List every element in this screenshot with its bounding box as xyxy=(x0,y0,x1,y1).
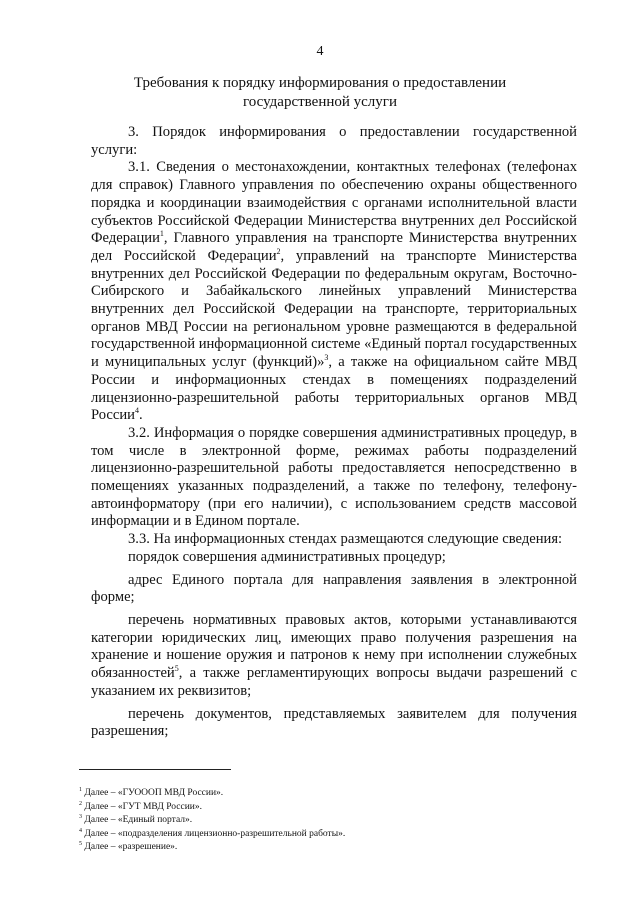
paragraph-3-2: 3.2. Информация о порядке совершения административных процедур, в том числе в электронной форме, режимах работы подразделений лицензионно-разрешительной работы предоставляется непосредственно в помещениях указанных подразделений, а также по телефону, телефону-автоинформатору (при его наличии), с использованием средств массовой информации и в Едином портале. xyxy=(91,424,577,530)
footnote-2: $^2$ Далее – «ГУТ МВД России». xyxy=(79,800,203,812)
footnote-ref-5: 5 xyxy=(174,664,179,674)
document-body xyxy=(91,124,577,741)
list-item-procedures: порядок совершения административных процедур; xyxy=(128,548,446,565)
paragraph-3-3: 3.3. На информационных стендах размещаются следующие сведения: xyxy=(128,531,563,548)
list-item-legal-acts: перечень нормативных правовых актов, которыми устанавливаются категории юридических лиц, имеющих право получения разрешения на хранение и ношение оружия и патронов к нему при исполнении служебных обязанностей$^5$, а также регламентирующих вопросы выдачи разрешений с указанием их реквизитов; xyxy=(91,611,577,699)
list-item-documents: перечень документов, представляемых заявителем для получения разрешения; xyxy=(91,705,577,740)
footnote-ref-2: 2 xyxy=(276,247,281,257)
list-item-portal-address: адрес Единого портала для направления заявления в электронной форме; xyxy=(91,571,577,606)
section-heading: 3. Порядок информирования о предоставлении государственной услуги: xyxy=(91,124,577,158)
footnote-4: $^4$ Далее – «подразделения лицензионно-разрешительной работы». xyxy=(79,827,346,839)
footnotes xyxy=(79,787,479,855)
footnote-3: $^3$ Далее – «Единый портал». xyxy=(79,814,193,826)
paragraph-3-1: 3.1. Сведения о местонахождении, контактных телефонах (телефонах для справок) Главного управления по обеспечению охраны общественного порядка и координации взаимодействия с органами исполнительной власти субъектов Российской Федерации Министерства внутренних дел Российской Федерации$^1$, Главного управления на транспорте Министерства внутренних дел Российской Федерации$^2$, управлений на транспорте Министерства внутренних дел Российской Федерации по федеральным округам, Восточно-Сибирского и Забайкальского линейных управлений Министерства внутренних дел Российской Федерации на транспорте, территориальных органов МВД России на региональном уровне размещаются в федеральной государственной информационной системе «Единый портал государственных и муниципальных услуг (функций)»$^3$, а также на официальном сайте МВД России и информационных стендах в помещениях подразделений лицензионно-разрешительной работы территориальных органов МВД России$^4$. xyxy=(91,159,577,424)
page-number: 4 xyxy=(316,44,324,59)
footnote-5: $^5$ Далее – «разрешение». xyxy=(79,841,178,853)
document-title xyxy=(80,74,560,112)
footnote-ref-3: 3 xyxy=(324,353,329,363)
footnote-ref-4: 4 xyxy=(135,406,139,416)
title-line-2: государственной услуги xyxy=(243,94,397,110)
footnote-separator xyxy=(79,769,231,770)
title-line-1: Требования к порядку информирования о предоставлении xyxy=(133,75,507,91)
footnote-1: $^1$ Далее – «ГУОООП МВД России». xyxy=(79,786,224,798)
footnote-ref-1: 1 xyxy=(159,229,164,239)
